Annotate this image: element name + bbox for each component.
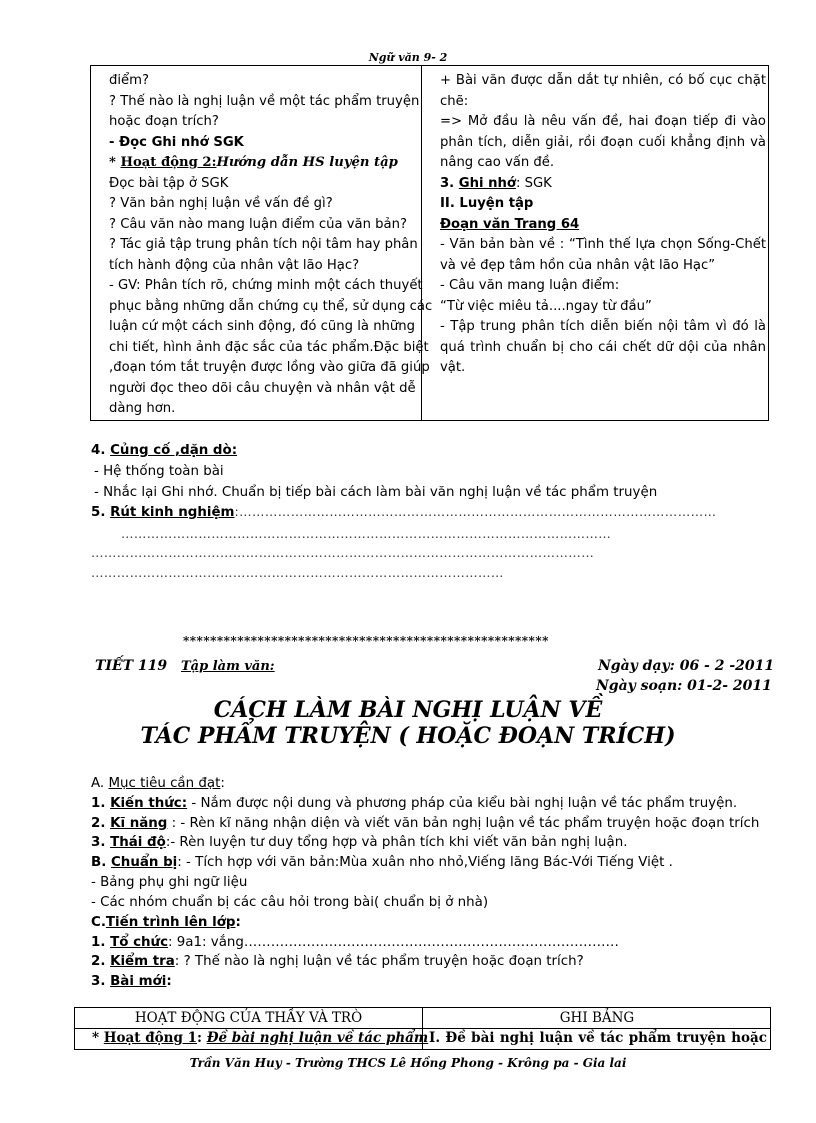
text-line: ,đoạn tóm tắt truyện được lồng vào giữa đã giúp — [109, 360, 430, 375]
item-text: : — [166, 974, 172, 989]
item-label: Bài mới — [110, 974, 167, 989]
text-line: “Từ việc miêu tả....ngay từ đầu” — [440, 298, 652, 314]
consolidation-item: - Nhắc lại Ghi nhớ. Chuẩn bị tiếp bài cách làm bài văn nghị luận về tác phẩm truyện — [94, 485, 658, 500]
practice-heading: II. Luyện tập — [440, 196, 534, 211]
section-title: Rút kinh nghiệm — [110, 505, 235, 520]
lesson-title-line-1: CÁCH LÀM BÀI NGHỊ LUẬN VỀ — [213, 697, 603, 723]
header-board: GHI BẢNG — [559, 1010, 635, 1026]
section-title: Mục tiêu cần đạt — [108, 776, 221, 791]
section-title: Tiến trình lên lớp — [105, 915, 236, 930]
header-activities: HOẠT ĐỘNG CỦA THẦY VÀ TRÒ — [134, 1010, 363, 1026]
teach-date: Ngày dạy: 06 - 2 -2011 — [598, 658, 775, 674]
text-line: phân tích, diễn giải, rồi đoạn cuối khẳng định và — [440, 134, 766, 150]
objectives-heading — [91, 774, 225, 794]
lesson-title-line-2: TÁC PHẨM TRUYỆN ( HOẶC ĐOẠN TRÍCH) — [140, 723, 676, 749]
activity-1-cell — [92, 1030, 428, 1046]
text-line: ? Câu văn nào mang luận điểm của văn bản? — [109, 216, 407, 232]
text-line: tích hành động của nhân vật lão Hạc? — [109, 257, 360, 273]
section-title: Chuẩn bị — [110, 855, 178, 870]
item-label: Kĩ năng — [110, 816, 168, 831]
item-text: : - Rèn kĩ năng nhận diện và viết văn bản nghị luận về tác phẩm truyện hoặc đoạn trích — [167, 816, 760, 831]
text-line: hoặc đoạn trích? — [109, 114, 219, 129]
prep-date: Ngày soạn: 01-2- 2011 — [596, 678, 772, 694]
text-line: nâng cao vấn đề. — [440, 155, 555, 170]
bullet: * — [92, 1030, 104, 1046]
item-text: : ? Thế nào là nghị luận về tác phẩm truyện hoặc đoạn trích? — [174, 954, 584, 969]
text-line: và vẻ đẹp tâm hồn của nhân vật lão Hạc” — [440, 257, 716, 273]
activity-title: Đề bài nghị luận về tác phẩm — [206, 1030, 429, 1046]
item-number: 3. — [91, 974, 111, 989]
activity-2-heading: * Hoạt động 2:Hướng dẫn HS luyện tập — [109, 155, 398, 170]
text-line: vật. — [440, 360, 466, 375]
text-line: - Đọc Ghi nhớ SGK — [109, 134, 244, 150]
item-text: - Nắm được nội dung và phương pháp của kiểu bài nghị luận về tác phẩm truyện. — [187, 796, 738, 811]
text-line: chẽ: — [440, 93, 469, 109]
item-number: 2. — [91, 816, 111, 831]
preparation-item: - Bảng phụ ghi ngữ liệu — [91, 875, 248, 890]
item-text: :- Rèn luyện tư duy tổng hợp và phân tích khi viết văn bản nghị luận. — [165, 835, 628, 850]
text-line: - GV: Phân tích rõ, chứng minh một cách thuyết — [109, 278, 423, 293]
dotted-line: :………………………………………………………………………………………………… — [234, 504, 717, 519]
procedure-step-check — [91, 952, 584, 972]
item-number: 3. — [91, 835, 111, 850]
item-label: Tổ chức — [110, 935, 169, 950]
star-separator: ****************************************************** — [183, 634, 549, 648]
text-line: điểm? — [109, 73, 149, 88]
text-line: - Câu văn mang luận điểm: — [440, 278, 620, 293]
activity-label: Hoạt động 1 — [103, 1030, 197, 1046]
item-label: Kiến thức: — [110, 796, 188, 811]
text-line: Đọc bài tập ở SGK — [109, 175, 229, 191]
page-footer: Trần Văn Huy - Trường THCS Lê Hồng Phong - Krông pa - Gia lai — [189, 1056, 627, 1070]
section-letter: C. — [91, 915, 106, 930]
activity-table — [74, 1007, 771, 1050]
dotted-line: …………………………………………………………………………………………………… — [121, 526, 612, 541]
memo-line — [440, 174, 766, 195]
activity-title: Hướng dẫn HS luyện tập — [216, 155, 398, 170]
text-line: - Văn bản bàn về : “Tình thế lựa chọn Sống-Chết — [440, 237, 766, 252]
item-label: Kiểm tra — [110, 954, 175, 969]
period-label: TIẾT 119 — [95, 658, 168, 674]
section-title: Củng cố ,dặn dò: — [110, 443, 238, 458]
memo-number: 3. — [440, 175, 459, 191]
text-line: => Mở đầu là nêu vấn đề, hai đoạn tiếp đi vào — [440, 114, 766, 129]
subject-label: Tập làm văn: — [181, 659, 275, 674]
board-heading-cell: I. Đề bài nghị luận về tác phẩm truyện hoặc — [429, 1030, 767, 1046]
section-number: 4. — [91, 443, 111, 458]
consolidation-item: - Hệ thống toàn bài — [94, 464, 224, 479]
text-line: dàng hơn. — [109, 401, 176, 416]
lesson-table-continued — [90, 65, 769, 421]
dotted-line: …………………………………………………………………………………… — [91, 565, 504, 580]
colon: : — [235, 915, 241, 930]
paragraph-reference: Đoạn văn Trang 64 — [440, 216, 580, 232]
item-label: Thái độ — [110, 835, 166, 850]
colon: : — [197, 1030, 207, 1046]
consolidation-heading — [91, 441, 237, 461]
memo-text: : SGK — [515, 175, 552, 191]
teacher-student-column — [109, 71, 433, 420]
preparation-heading — [91, 853, 673, 873]
procedure-step-new-lesson — [91, 972, 172, 992]
page-header: Ngữ văn 9- 2 — [368, 51, 448, 64]
section-letter: A. — [91, 776, 109, 791]
dotted-line: ……………………………………………………………………………………………………… — [91, 545, 595, 560]
text-line: luận cứ một cách sinh động, đó cũng là những — [109, 319, 415, 334]
item-number: 1. — [91, 935, 111, 950]
text-line: phục bằng những dẫn chứng cụ thể, sử dụng các — [109, 298, 433, 314]
item-number: 2. — [91, 954, 111, 969]
text-line: - Tập trung phân tích diễn biến nội tâm vì đó là — [440, 319, 766, 334]
board-notes-column — [440, 71, 766, 379]
section-letter: B. — [91, 855, 111, 870]
text-line: ? Thế nào là nghị luận về một tác phẩm truyện — [109, 93, 420, 109]
item-number: 1. — [91, 796, 111, 811]
procedure-step-organize — [91, 933, 619, 953]
objective-skills — [91, 814, 759, 834]
text-line: chi tiết, hình ảnh đặc sắc của tác phẩm.Đặc biệt — [109, 339, 429, 355]
text-line: ? Tác giả tập trung phân tích nội tâm hay phân — [109, 237, 418, 252]
text-line: người đọc theo dõi câu chuyện và nhân vật dễ — [109, 380, 416, 396]
text-line: + Bài văn được dẫn dắt tự nhiên, có bố cục chặt — [440, 73, 766, 88]
section-text: : - Tích hợp với văn bản:Mùa xuân nho nhỏ,Viếng lăng Bác-Với Tiếng Việt . — [177, 855, 673, 870]
activity-label: Hoạt động 2: — [120, 155, 217, 170]
objective-attitude — [91, 833, 627, 853]
text-line: quá trình chuẩn bị cho cái chết dữ dội của nhân — [440, 339, 766, 355]
procedure-heading — [91, 913, 241, 933]
preparation-item: - Các nhóm chuẩn bị các câu hỏi trong bài( chuẩn bị ở nhà) — [91, 895, 489, 910]
item-text: : 9a1: vắng………………………………………………………………………… — [168, 935, 619, 950]
objective-knowledge — [91, 794, 737, 814]
experience-heading — [91, 502, 716, 523]
text-line: ? Văn bản nghị luận về vấn đề gì? — [109, 196, 333, 211]
colon: : — [220, 776, 225, 791]
memo-label: Ghi nhớ — [458, 175, 516, 191]
section-number: 5. — [91, 505, 111, 520]
